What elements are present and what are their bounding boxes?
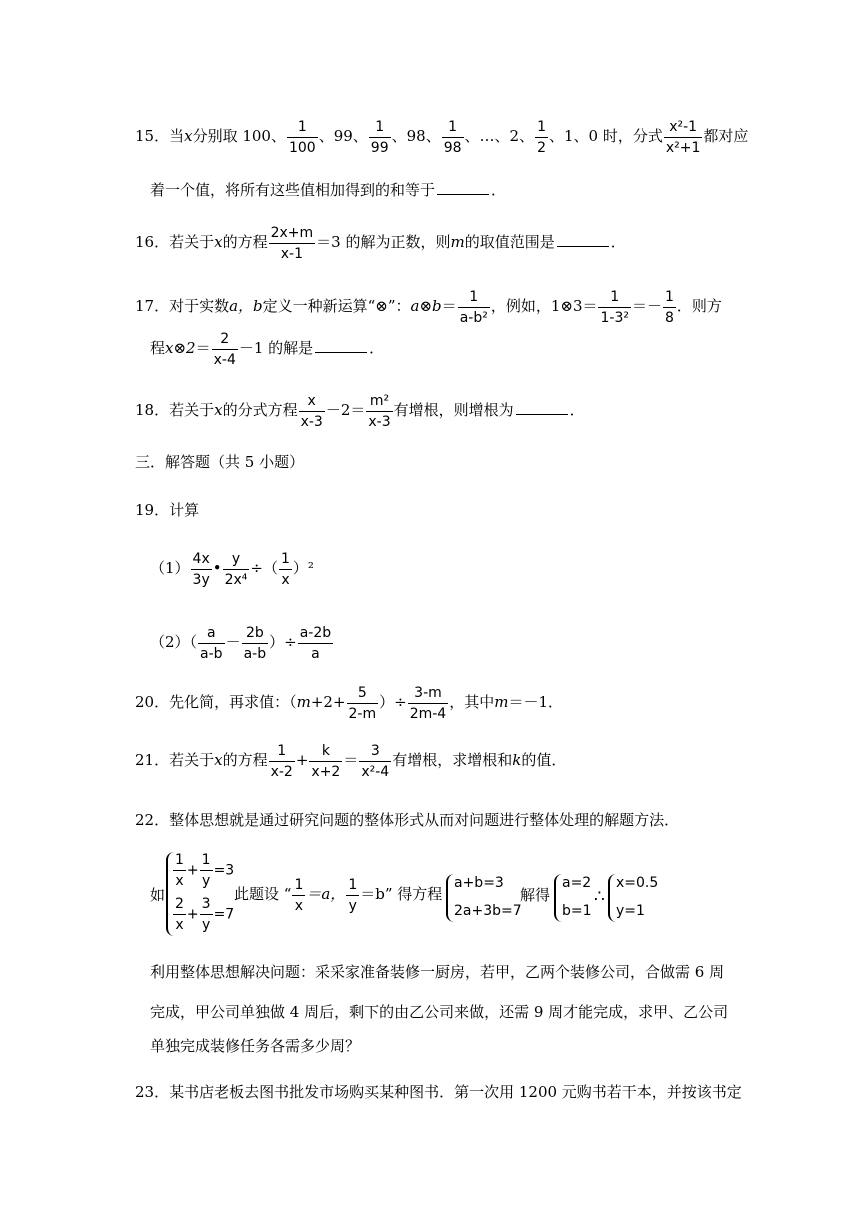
q21-frac1: $\frac{1}{x-2}$: [270, 742, 293, 780]
q21-plus: +: [295, 751, 309, 769]
q15-frac3: $\frac{1}{98}$: [443, 118, 462, 156]
q22-solY: y=1: [616, 903, 645, 919]
q15-sep2: 、98、: [391, 127, 441, 145]
answer-blank: [437, 180, 489, 195]
q20-text3: ，其中: [449, 693, 495, 711]
q18-text3: 有增根，则增根为: [393, 401, 514, 419]
q16-text1: 的方程: [222, 233, 268, 251]
q22-eqA: a+b=3: [454, 875, 504, 891]
q20-text2: ）÷: [379, 693, 407, 711]
q17-frac1: $\frac{1}{\text{a-b²}}$: [459, 288, 488, 326]
q15-frac4: $\frac{1}{2}$: [537, 118, 547, 156]
q20-var-m: m: [296, 693, 311, 711]
q21-num: 21．若关于: [135, 751, 215, 769]
q21-text1: 的方程: [222, 751, 268, 769]
q19-p1-frac1: $\frac{4x}{3y}$: [192, 550, 210, 588]
q22-sub-frac1: $\frac{1}{x}$: [294, 876, 304, 914]
q19-p1-frac2: $\frac{y}{\text{2x⁴}}$: [224, 550, 248, 588]
q17-text4: ．则方: [676, 297, 722, 315]
q22-s2-rhs: =7: [213, 906, 235, 923]
therefore-icon: ∴: [594, 887, 605, 907]
q15-line2-text: 着一个值，将所有这些值相加得到的和等于: [150, 181, 436, 199]
q17-end: ．: [369, 339, 385, 357]
question-19-title: 19．计算: [135, 501, 200, 519]
question-15-line2: [150, 178, 506, 202]
section-heading: 三．解答题（共 5 小题）: [135, 453, 305, 471]
q17-num: 17．对于实数: [135, 297, 230, 315]
q17-frac4: $\frac{2}{x-4}$: [213, 330, 236, 368]
q15-var: x: [184, 127, 193, 145]
q16-num: 16．若关于: [135, 233, 215, 251]
q22-s2-plus: +: [186, 906, 199, 923]
q19-p2-frac1: $\frac{a}{a-b}$: [200, 624, 223, 662]
q19-p2-minus: －: [225, 633, 241, 651]
q19-p1-dot: •: [212, 559, 222, 577]
q22-mid1: 此题设 “: [234, 885, 292, 903]
q22-s1-plus: +: [186, 862, 199, 879]
q19-p2-frac2: $\frac{2b}{a-b}$: [243, 624, 267, 662]
q20-frac1: $\frac{5}{2-m}$: [348, 684, 377, 722]
q20-text1: +2+: [310, 693, 346, 711]
q15-text1: 分别取 100、: [192, 127, 286, 145]
question-16: [135, 222, 626, 262]
q22-s2-frac2: $\frac{3}{y}$: [201, 896, 211, 933]
q22-solA: a=2: [562, 875, 592, 891]
q22-paragraph-line1: 利用整体思想解决问题：采采家准备装修一厨房，若甲，乙两个装修公司，合做需 6 周: [150, 963, 725, 981]
q15-frac5: $\frac{\text{x²-1}}{\text{x²+1}}$: [665, 118, 701, 156]
question-17-line1: [135, 284, 722, 328]
q21-text3: 的值．: [521, 751, 567, 769]
q19-p2-label: （2）（: [150, 633, 198, 651]
question-20: [135, 680, 563, 724]
q17-line2-c: －1 的解是: [238, 339, 314, 357]
q20-var-m2: m: [494, 693, 509, 711]
q19-p1-end: ）²: [292, 559, 314, 577]
q18-text1: 的分式方程: [222, 401, 298, 419]
q18-end: ．: [569, 401, 585, 419]
q17-frac3: $\frac{1}{8}$: [664, 288, 674, 326]
q22-paragraph-line2: 完成，甲公司单独做 4 周后，剩下的由乙公司来做，还需 9 周才能完成，求甲、乙公司: [150, 1003, 729, 1021]
question-19-part2: [150, 620, 334, 664]
q22-solX: x=0.5: [616, 875, 659, 891]
q15-sep1: 、99、: [318, 127, 368, 145]
q22-system-row1: [172, 850, 234, 891]
q17-vars: a，b: [229, 297, 263, 315]
q20-frac2: $\frac{3-m}{2m-4}$: [409, 684, 447, 722]
q17-frac2: $\frac{1}{\text{1-3²}}$: [600, 288, 629, 326]
q17-text2: ，例如，1⊗3＝: [490, 297, 598, 315]
q22-example: [150, 850, 710, 940]
q19-p2-frac3: $\frac{a-2b}{a}$: [299, 624, 332, 662]
answer-blank: [557, 232, 609, 247]
q19-p2-div: ）÷: [269, 633, 297, 651]
question-18: [135, 388, 585, 432]
q22-sub-eq1: ＝a，: [306, 885, 346, 903]
left-brace-icon: [446, 874, 454, 922]
answer-blank: [315, 338, 367, 353]
q16-var: x: [214, 233, 223, 251]
q16-var-m: m: [450, 233, 465, 251]
q22-solve: 解得: [520, 886, 551, 904]
q20-text4: ＝－1．: [508, 693, 564, 711]
q15-end: ．: [491, 181, 507, 199]
question-21: [135, 738, 566, 782]
q22-s1-frac1: $\frac{1}{x}$: [175, 852, 184, 889]
q19-p1-div: ÷（: [250, 559, 278, 577]
q22-substitution: [234, 872, 442, 916]
q21-var-k: k: [512, 751, 522, 769]
answer-blank: [516, 400, 568, 415]
q22-eqB: 2a+3b=7: [454, 903, 522, 919]
q15-frac2: $\frac{1}{99}$: [370, 118, 389, 156]
q20-num: 20．先化简，再求值：（: [135, 693, 297, 711]
q15-sep3: 、…、2、: [464, 127, 535, 145]
q17-text1: 定义一种新运算“⊗”：: [262, 297, 411, 315]
q16-text2: ＝3 的解为正数，则: [316, 233, 451, 251]
q18-var: x: [214, 401, 223, 419]
q16-frac: $\frac{2x+m}{x-1}$: [270, 224, 314, 262]
q22-s2-frac1: $\frac{2}{x}$: [175, 896, 184, 933]
q22-sub-frac2: $\frac{1}{y}$: [348, 876, 358, 914]
question-22-intro: 22．整体思想就是通过研究问题的整体形式从而对问题进行整体处理的解题方法．: [135, 811, 680, 829]
q17-op: a⊗b: [410, 297, 442, 315]
question-23: 23．某书店老板去图书批发市场购买某种图书．第一次用 1200 元购书若干本，并按该书定: [135, 1083, 742, 1101]
q21-eq: ＝: [343, 751, 359, 769]
left-brace-icon: [554, 874, 562, 922]
q21-var: x: [214, 751, 223, 769]
q21-frac3: $\frac{3}{\text{x²-4}}$: [361, 742, 390, 780]
q15-text3: 都对应: [703, 127, 749, 145]
q22-s1-rhs: =3: [213, 862, 235, 879]
q15-frac1: $\frac{1}{100}$: [288, 118, 316, 156]
question-15-line1: [135, 116, 748, 156]
q19-p1-frac3: $\frac{1}{x}$: [281, 550, 290, 588]
q17-op2: x⊗2: [165, 339, 196, 357]
q17-line2-a: 程: [150, 339, 166, 357]
q22-ru: 如: [150, 886, 166, 904]
q22-sub-eq2: ＝b” 得方程: [360, 885, 443, 903]
q21-frac2: $\frac{k}{x+2}$: [311, 742, 341, 780]
q17-line2-b: ＝: [195, 339, 211, 357]
q17-eq: ＝: [441, 297, 457, 315]
q18-text2: －2＝: [325, 401, 366, 419]
q21-text2: 有增根，求增根和: [392, 751, 513, 769]
q16-text3: 的取值范围是: [464, 233, 555, 251]
q19-p1-label: （1）: [150, 559, 190, 577]
q18-frac2: $\frac{\text{m²}}{x-3}$: [368, 392, 391, 430]
q15-num: 15．当: [135, 127, 185, 145]
q16-end: ．: [610, 233, 626, 251]
q22-paragraph-line3: 单独完成装修任务各需多少周？: [150, 1037, 361, 1055]
question-19-part1: [150, 546, 314, 590]
q17-text3: ＝－: [631, 297, 662, 315]
q22-solB: b=1: [562, 903, 592, 919]
left-brace-icon: [608, 874, 616, 922]
question-17-line2: [150, 326, 384, 370]
q22-system-row2: [172, 894, 234, 935]
q15-text2: 、1、0 时，分式: [549, 127, 663, 145]
q18-frac1: $\frac{x}{x-3}$: [300, 392, 323, 430]
q22-s1-frac2: $\frac{1}{y}$: [201, 852, 211, 889]
q18-num: 18．若关于: [135, 401, 215, 419]
